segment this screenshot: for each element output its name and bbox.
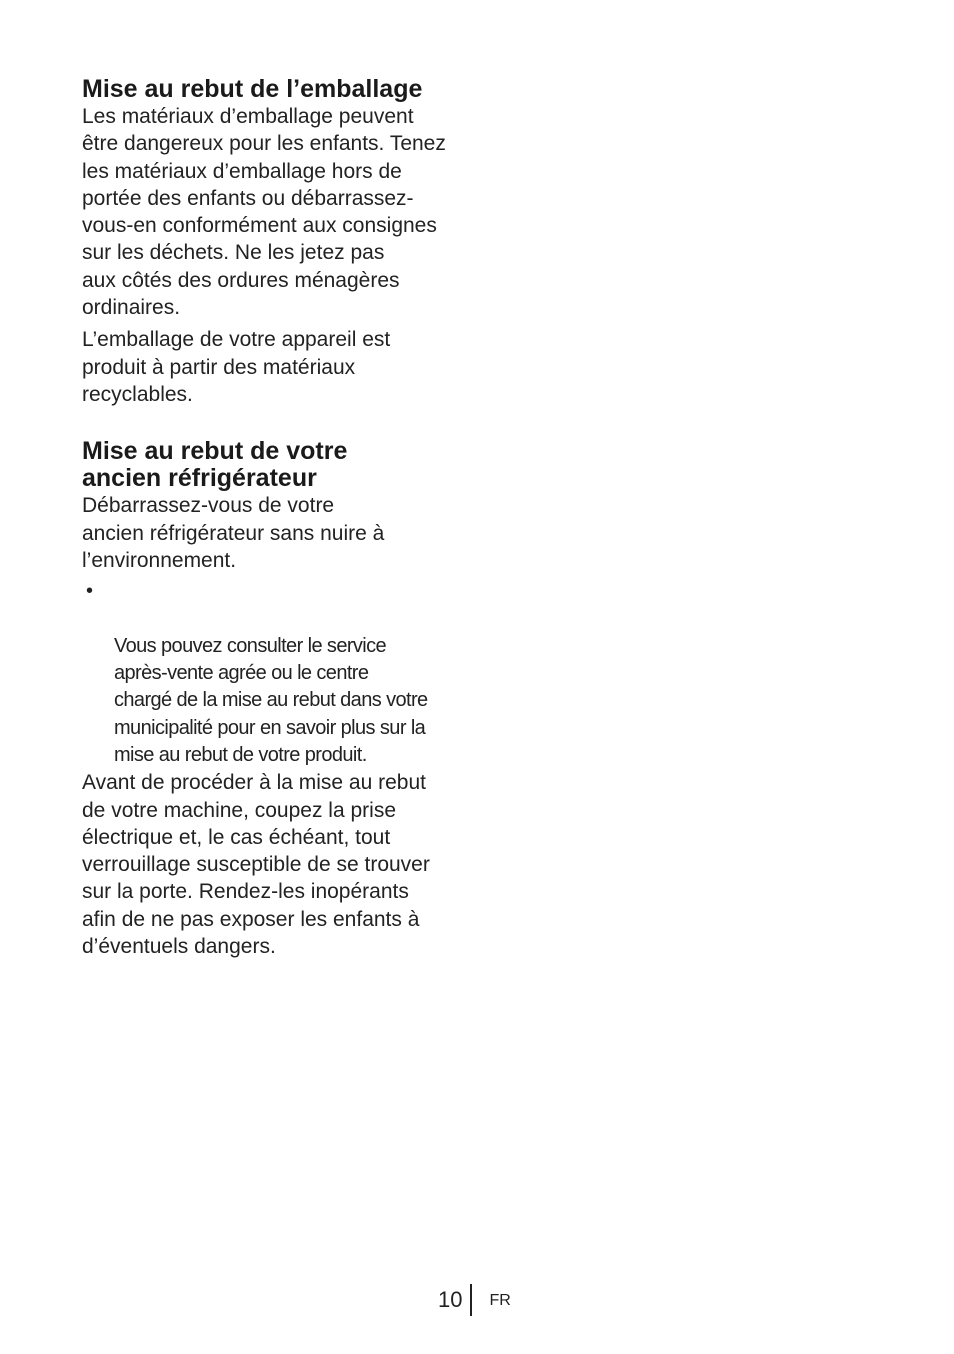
bullet-text: Vous pouvez consulter le service après-vente agrée ou le centre chargé de la mise au rebut dans votre municipalité pour en savoir plus sur la mise au rebut de votre produit. [114, 634, 428, 766]
paragraph-old-fridge-intro: Débarrassez-vous de votre ancien réfrigérateur sans nuire à l’environnement. [82, 494, 385, 572]
section-heading-packaging: Mise au rebut de l’emballage [82, 75, 423, 103]
section-heading-old-fridge: Mise au rebut de votre ancien réfrigérateur [82, 437, 348, 493]
list-item [82, 578, 472, 769]
page-footer [438, 1283, 511, 1317]
main-column [82, 76, 472, 960]
bullet-icon: • [86, 580, 94, 603]
bullet-list [82, 578, 472, 769]
page-number: 10 [438, 1287, 463, 1312]
section-old-fridge-disposal [82, 438, 472, 960]
paragraph-packaging-recyclable: L’emballage de votre appareil est produit à partir des matériaux recyclables. [82, 328, 391, 406]
section-packaging-disposal [82, 76, 472, 408]
paragraph-old-fridge-closing: Avant de procéder à la mise au rebut de votre machine, coupez la prise électrique et, le cas échéant, tout verrouillage susceptible de se trouver sur la porte. Rendez-les inopérants afin de ne pas exposer les enfants à d’éventuels dangers. [82, 771, 430, 959]
language-code: FR [489, 1292, 511, 1309]
paragraph-packaging-danger: Les matériaux d’emballage peuvent être dangereux pour les enfants. Tenez les matériaux d’emballage hors de portée des enfants ou débarrassez- vous-en conformément aux consignes sur les déchets. Ne les jetez pas aux côtés des ordures ménagères ordinaires. [82, 105, 446, 320]
